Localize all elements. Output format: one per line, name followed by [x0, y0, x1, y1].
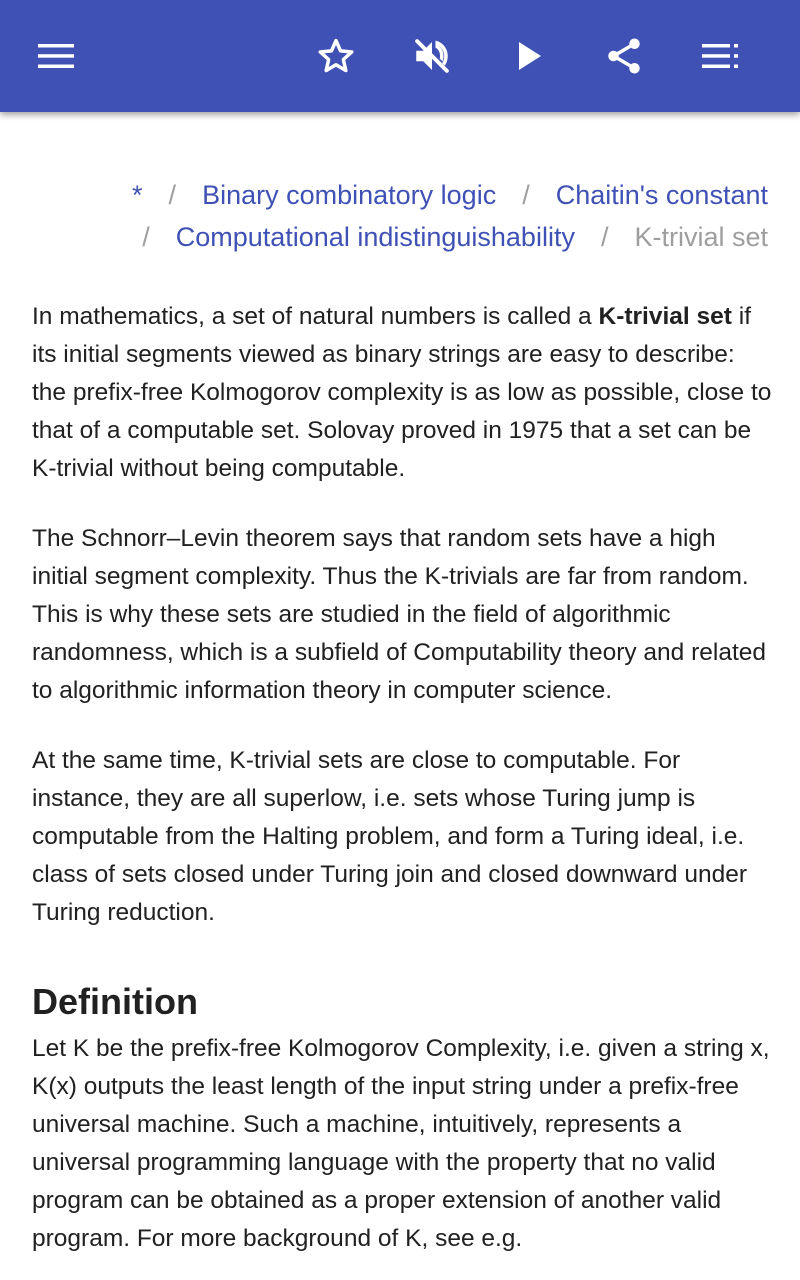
star-outline-icon — [315, 35, 357, 77]
breadcrumb — [32, 174, 768, 258]
app-bar — [0, 0, 800, 112]
play-button[interactable] — [498, 24, 562, 88]
breadcrumb-separator: / — [522, 180, 530, 210]
intro-text-after: if its initial segments viewed as binary strings are easy to describe: the prefix-free Kolmogorov complexity is as low as possible, close to that of a computable set. Solovay proved in 1975 that a set can be K-trivial without being computable. — [32, 303, 772, 482]
article-content — [0, 112, 800, 1280]
breadcrumb-item-computational-indistinguishability[interactable]: Computational indistinguishability — [175, 222, 575, 252]
breadcrumb-current: K-trivial set — [634, 222, 768, 252]
share-button[interactable] — [592, 24, 656, 88]
breadcrumb-item-home[interactable]: * — [132, 180, 143, 210]
play-icon — [515, 40, 545, 72]
mute-button[interactable] — [400, 24, 464, 88]
volume-off-icon — [411, 35, 453, 77]
definition-paragraph: Let K be the prefix-free Kolmogorov Complexity, i.e. given a string x, K(x) outputs the least length of the input string under a prefix-free universal machine. Such a machine, intuitively, represents a universal programming language with the property that no valid program can be obtained as a proper extension of another valid program. For more background of K, see e.g. — [32, 1035, 770, 1252]
section-heading-definition: Definition — [32, 981, 198, 1022]
share-icon — [603, 35, 645, 77]
article-title-bold: K-trivial set — [598, 303, 732, 330]
contents-button[interactable] — [688, 24, 752, 88]
bookmark-button[interactable] — [304, 24, 368, 88]
breadcrumb-item-binary-combinatory-logic[interactable]: Binary combinatory logic — [202, 180, 497, 210]
article-body — [32, 298, 772, 1280]
breadcrumb-separator: / — [142, 222, 150, 252]
intro-paragraph — [32, 298, 772, 488]
menu-button[interactable] — [24, 24, 88, 88]
paragraph-schnorr-levin: The Schnorr–Levin theorem says that random sets have a high initial segment complexity. Thus the K-trivials are far from random. This is why these sets are studied in the field of algorithmic randomness, which is a subfield of Computability theory and related to algorithmic information theory in computer science. — [32, 525, 767, 704]
menu-icon — [36, 42, 76, 70]
intro-text-before: In mathematics, a set of natural numbers is called a — [32, 303, 599, 330]
paragraph-close-to-computable: At the same time, K-trivial sets are close to computable. For instance, they are all superlow, i.e. sets whose Turing jump is computable from the Halting problem, and form a Turing ideal, i.e. class of sets closed under Turing join and closed downward under Turing reduction. — [32, 747, 747, 926]
breadcrumb-item-chaitins-constant[interactable]: Chaitin's constant — [555, 180, 768, 210]
breadcrumb-separator: / — [600, 222, 609, 252]
breadcrumb-separator: / — [168, 180, 177, 210]
playlist-icon — [700, 42, 740, 70]
